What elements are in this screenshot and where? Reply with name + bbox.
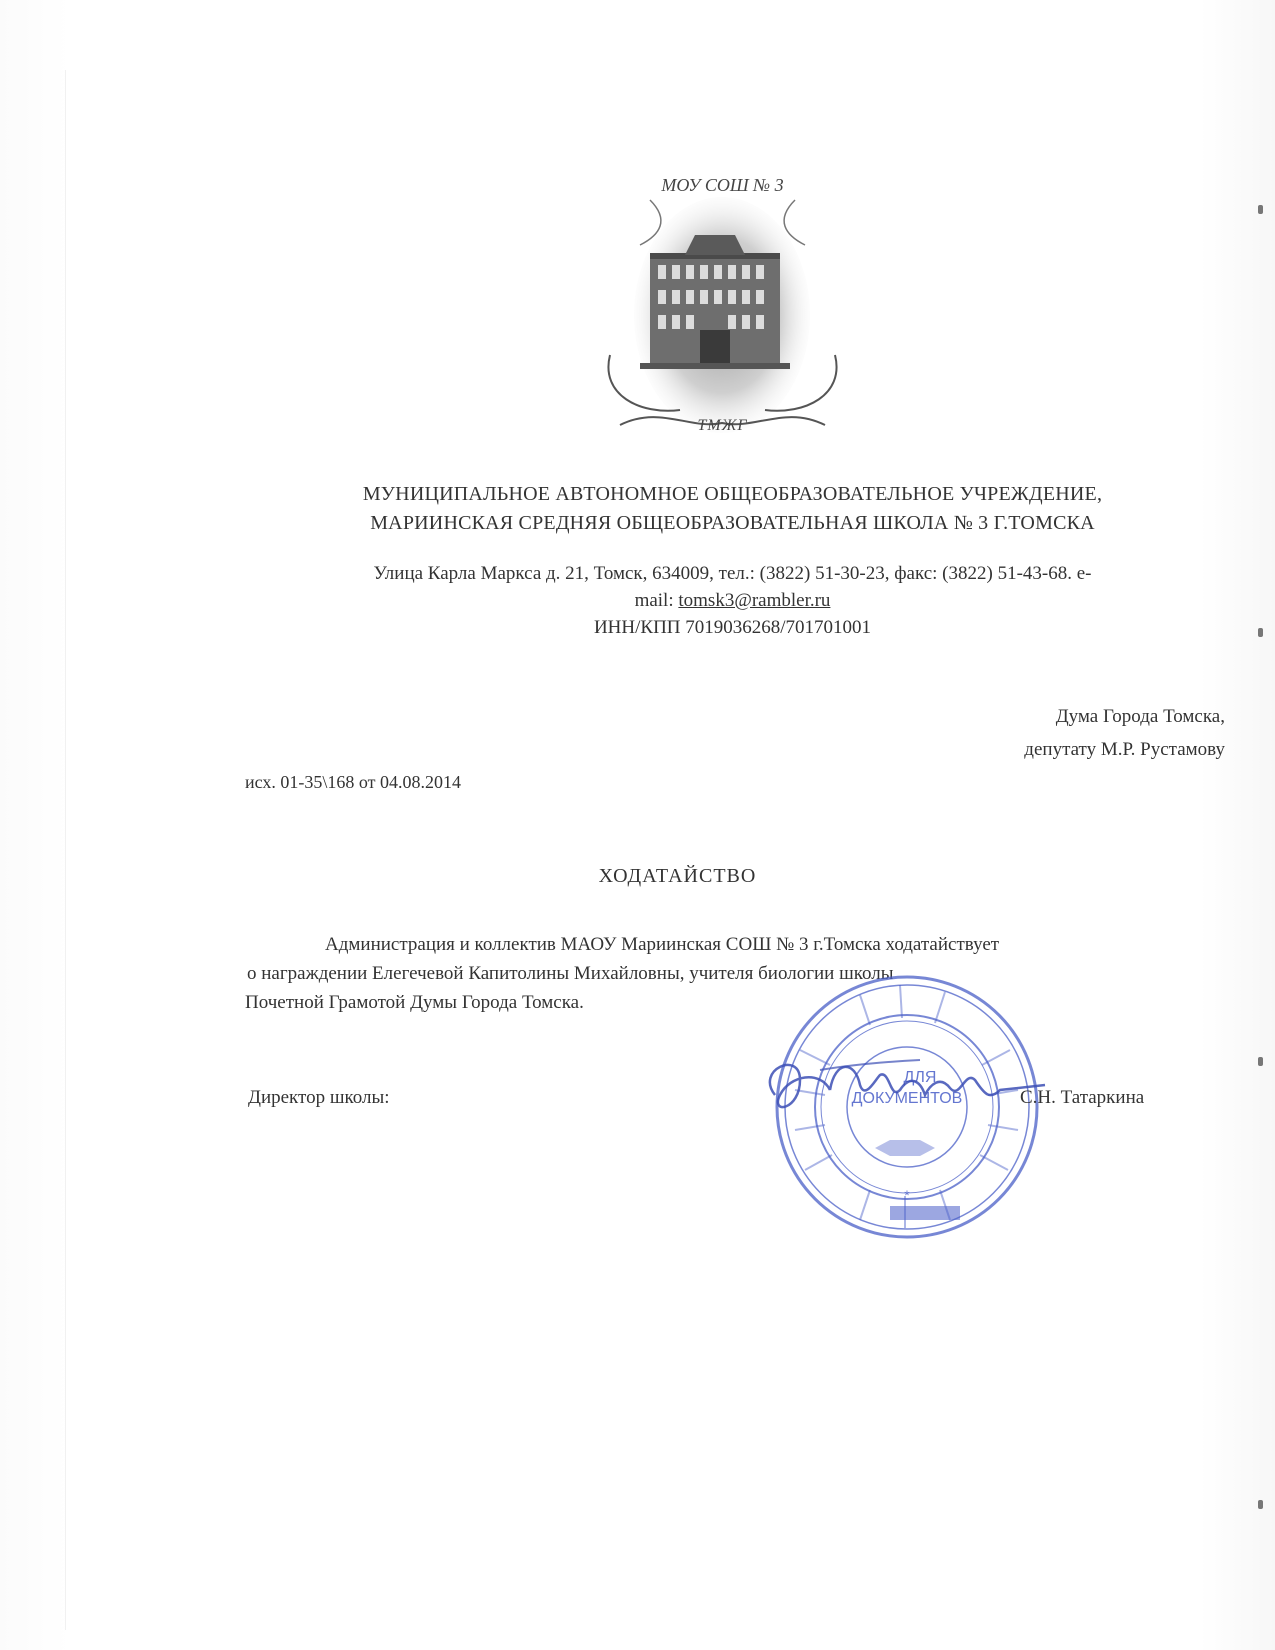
signature-scribble [760, 1040, 1050, 1130]
body-line-2: о награждении Елегечевой Капитолины Михайловны, учителя биологии школы [247, 963, 894, 984]
email-link[interactable]: tomsk3@rambler.ru [678, 590, 831, 611]
body-line-3: Почетной Грамотой Думы Города Томска. [245, 992, 584, 1013]
header-line-2: МАРИИНСКАЯ СРЕДНЯЯ ОБЩЕОБРАЗОВАТЕЛЬНАЯ ШКОЛА № 3 Г.ТОМСКА [370, 512, 1095, 534]
header-line-1: МУНИЦИПАЛЬНОЕ АВТОНОМНОЕ ОБЩЕОБРАЗОВАТЕЛЬНОЕ УЧРЕЖДЕНИЕ, [362, 483, 1103, 505]
school-emblem [600, 165, 845, 465]
email-prefix: mail: [634, 590, 679, 611]
contact-block [240, 560, 1225, 641]
emblem-top-text: МОУ СОШ № 3 [661, 175, 784, 195]
emblem-bottom-text: ТМЖГ [697, 417, 748, 434]
address-line: Улица Карла Маркса д. 21, Томск, 634009, тел.: (3822) 51-30-23, факс: (3822) 51-43-68. e- [373, 563, 1092, 584]
recipient-block [1024, 700, 1225, 766]
signatory-title: Директор школы: [248, 1087, 390, 1108]
petition-body [245, 930, 1235, 1017]
stamp-center-line-1: ДЛЯ [903, 1069, 937, 1086]
handwritten-signature [760, 1040, 1050, 1130]
email-line [240, 587, 1225, 614]
signatory-name: С.Н. Татаркина [1020, 1087, 1145, 1108]
body-line-1: Администрация и коллектив МАОУ Мариинская СОШ № 3 г.Томска ходатайствует [325, 934, 1000, 955]
document-title: ХОДАТАЙСТВО [598, 865, 757, 887]
svg-text:*: * [904, 1187, 910, 1203]
stamp-center-line-2: ДОКУМЕНТОВ [851, 1090, 963, 1107]
institution-header [240, 480, 1225, 538]
recipient-line-1: Дума Города Томска, [1055, 706, 1225, 727]
outgoing-number: исх. 01-35\168 от 04.08.2014 [245, 772, 462, 792]
inn-line: ИНН/КПП 7019036268/701701001 [593, 617, 872, 638]
recipient-line-2: депутату М.Р. Рустамову [1024, 739, 1225, 760]
